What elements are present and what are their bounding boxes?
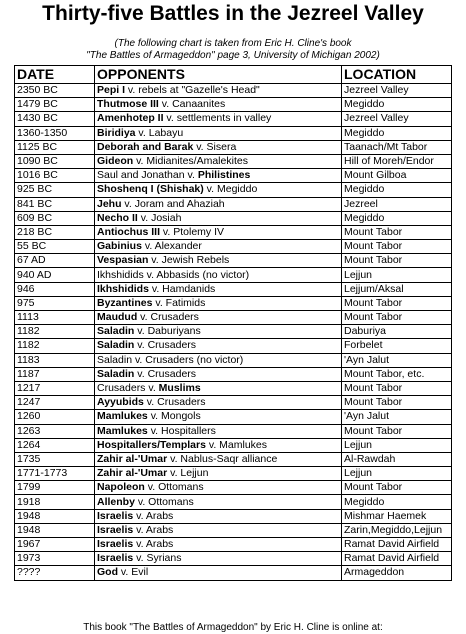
opponents-cell [95, 509, 342, 523]
side-a: Saladin [97, 367, 135, 380]
date-cell: 55 BC [15, 240, 95, 254]
table-row [15, 467, 452, 481]
date-cell: 1263 [15, 424, 95, 438]
versus-label: v. [132, 353, 146, 366]
table-row [15, 169, 452, 183]
versus-label: v. [143, 268, 157, 281]
versus-label: v. [148, 254, 162, 267]
opponents-cell [95, 396, 342, 410]
header-date: DATE [15, 66, 95, 84]
side-a: Israelis [97, 523, 134, 536]
side-b: Ottomans [158, 481, 204, 494]
location-cell: Mount Tabor [342, 254, 452, 268]
location-cell: 'Ayn Jalut [342, 353, 452, 367]
side-a: God [97, 566, 118, 579]
date-cell: 1090 BC [15, 154, 95, 168]
table-row [15, 268, 452, 282]
side-a: Deborah and Barak [97, 140, 194, 153]
table-row [15, 509, 452, 523]
table-row [15, 311, 452, 325]
side-a: Allenby [97, 495, 135, 508]
opponents-cell [95, 552, 342, 566]
date-cell: 1183 [15, 353, 95, 367]
date-cell: 1479 BC [15, 98, 95, 112]
opponents-cell [95, 112, 342, 126]
date-cell: 1771-1773 [15, 467, 95, 481]
date-cell: 1264 [15, 438, 95, 452]
location-cell: Megiddo [342, 211, 452, 225]
table-row [15, 438, 452, 452]
location-cell: 'Ayn Jalut [342, 410, 452, 424]
location-cell: Hill of Moreh/Endor [342, 154, 452, 168]
date-cell: 1430 BC [15, 112, 95, 126]
side-b: Muslims [158, 382, 201, 395]
table-row [15, 84, 452, 98]
side-b: Mamlukes [219, 438, 268, 451]
versus-label: v. [193, 140, 207, 153]
date-cell: 1735 [15, 452, 95, 466]
side-a: Crusaders [97, 382, 146, 395]
side-a: Gideon [97, 155, 134, 168]
versus-label: v. [118, 566, 132, 579]
side-a: Zahir al-'Umar [97, 467, 168, 480]
side-a: Napoleon [97, 481, 145, 494]
versus-label: v. [137, 211, 152, 224]
battles-table [14, 65, 452, 581]
location-cell: Mount Tabor [342, 240, 452, 254]
date-cell: 1247 [15, 396, 95, 410]
table-row [15, 296, 452, 310]
versus-label: v. [125, 84, 139, 97]
date-cell: 1187 [15, 367, 95, 381]
side-a: Antiochus III [97, 225, 160, 238]
opponents-cell [95, 495, 342, 509]
location-cell: Lejjun [342, 467, 452, 481]
side-b: Arabs [145, 509, 174, 522]
side-b: Abbasids (no victor) [156, 268, 250, 281]
side-a: Israelis [97, 552, 134, 565]
side-b: Ptolemy IV [173, 225, 225, 238]
side-a: Ikhshidids [97, 282, 149, 295]
opponents-cell [95, 481, 342, 495]
versus-label: v. [133, 523, 146, 536]
side-b: Syrians [146, 552, 182, 565]
side-b: Fatimids [165, 296, 206, 309]
side-a: Necho II [97, 211, 138, 224]
opponents-cell [95, 325, 342, 339]
location-cell: Taanach/Mt Tabor [342, 140, 452, 154]
opponents-cell [95, 154, 342, 168]
opponents-cell [95, 296, 342, 310]
side-a: Israelis [97, 538, 134, 551]
table-row [15, 282, 452, 296]
date-cell: 609 BC [15, 211, 95, 225]
side-a: Saul and Jonathan [97, 169, 185, 182]
location-cell: Mount Tabor [342, 381, 452, 395]
location-cell: Mount Tabor [342, 481, 452, 495]
location-cell: Lejjun [342, 268, 452, 282]
side-a: Maudud [97, 311, 138, 324]
opponents-cell [95, 98, 342, 112]
side-a: Pepi I [97, 84, 126, 97]
date-cell: 1182 [15, 339, 95, 353]
location-cell: Megiddo [342, 183, 452, 197]
location-cell: Armageddon [342, 566, 452, 580]
location-cell: Jezreel Valley [342, 84, 452, 98]
side-a: Mamlukes [97, 410, 148, 423]
versus-label: v. [203, 183, 217, 196]
date-cell: 925 BC [15, 183, 95, 197]
location-cell: Megiddo [342, 495, 452, 509]
side-b: rebels at "Gazelle's Head" [138, 84, 260, 97]
versus-label: v. [133, 509, 146, 522]
side-b: Arabs [145, 538, 174, 551]
side-b: Midianites/Amalekites [146, 155, 248, 168]
versus-label: v. [147, 410, 162, 423]
side-b: Arabs [145, 523, 174, 536]
table-row [15, 98, 452, 112]
side-b: Crusaders [147, 367, 197, 380]
date-cell: 1973 [15, 552, 95, 566]
side-a: Saladin [97, 339, 135, 352]
versus-label: v. [205, 438, 220, 451]
side-b: Canaanites [172, 98, 226, 111]
versus-label: v. [134, 325, 148, 338]
opponents-cell [95, 523, 342, 537]
location-cell: Lejjun [342, 438, 452, 452]
opponents-cell [95, 353, 342, 367]
opponents-cell [95, 381, 342, 395]
side-a: Saladin [97, 325, 135, 338]
opponents-cell [95, 197, 342, 211]
table-row [15, 339, 452, 353]
table-row [15, 225, 452, 239]
side-a: Hospitallers/Templars [97, 438, 206, 451]
versus-label: v. [141, 240, 155, 253]
side-b: Joram and Ahaziah [134, 197, 225, 210]
versus-label: v. [144, 481, 159, 494]
side-b: Alexander [154, 240, 202, 253]
date-cell: ???? [15, 566, 95, 580]
opponents-cell [95, 452, 342, 466]
subtitle-line-1: (The following chart is taken from Eric H. Cline's book [114, 38, 352, 49]
side-a: Ikhshidids [97, 268, 144, 281]
versus-label: v. [134, 367, 148, 380]
date-cell: 67 AD [15, 254, 95, 268]
location-cell: Mount Tabor [342, 396, 452, 410]
opponents-cell [95, 183, 342, 197]
footer-note: This book "The Battles of Armageddon" by Eric H. Cline is online at: [83, 622, 383, 633]
table-row [15, 566, 452, 580]
opponents-cell [95, 240, 342, 254]
date-cell: 946 [15, 282, 95, 296]
side-b: Crusaders (no victor) [145, 353, 244, 366]
opponents-cell [95, 282, 342, 296]
side-b: Philistines [197, 169, 251, 182]
date-cell: 1260 [15, 410, 95, 424]
location-cell: Mount Tabor [342, 296, 452, 310]
table-row [15, 197, 452, 211]
opponents-cell [95, 566, 342, 580]
table-row [15, 452, 452, 466]
side-b: Evil [131, 566, 149, 579]
versus-label: v. [163, 112, 177, 125]
table-row [15, 240, 452, 254]
opponents-cell [95, 84, 342, 98]
subtitle-line-2: "The Battles of Armageddon" page 3, University of Michigan 2002) [86, 50, 380, 61]
location-cell: Mount Gilboa [342, 169, 452, 183]
date-cell: 1125 BC [15, 140, 95, 154]
table-row [15, 538, 452, 552]
location-cell: Jezreel [342, 197, 452, 211]
location-cell: Mount Tabor [342, 225, 452, 239]
date-cell: 1113 [15, 311, 95, 325]
side-b: Nablus-Saqr alliance [180, 452, 278, 465]
location-cell: Mount Tabor [342, 424, 452, 438]
table-row [15, 396, 452, 410]
date-cell: 1967 [15, 538, 95, 552]
opponents-cell [95, 311, 342, 325]
versus-label: v. [137, 311, 151, 324]
side-a: Byzantines [97, 296, 153, 309]
table-row [15, 367, 452, 381]
table-row [15, 410, 452, 424]
location-cell: Megiddo [342, 126, 452, 140]
versus-label: v. [133, 552, 147, 565]
table-row [15, 424, 452, 438]
side-a: Biridiya [97, 126, 136, 139]
side-a: Amenhotep II [97, 112, 164, 125]
opponents-cell [95, 467, 342, 481]
opponents-cell [95, 424, 342, 438]
location-cell: Mishmar Haemek [342, 509, 452, 523]
date-cell: 975 [15, 296, 95, 310]
side-a: Gabinius [97, 240, 142, 253]
table-row [15, 495, 452, 509]
date-cell: 1948 [15, 509, 95, 523]
date-cell: 218 BC [15, 225, 95, 239]
opponents-cell [95, 410, 342, 424]
side-b: settlements in valley [176, 112, 272, 125]
side-b: Crusaders [147, 339, 197, 352]
side-b: Jewish Rebels [161, 254, 230, 267]
versus-label: v. [121, 197, 135, 210]
side-a: Israelis [97, 509, 134, 522]
versus-label: v. [147, 424, 162, 437]
table-row [15, 552, 452, 566]
side-a: Jehu [97, 197, 122, 210]
location-cell: Lejjum/Aksal [342, 282, 452, 296]
table-row [15, 183, 452, 197]
header-location: LOCATION [342, 66, 452, 84]
date-cell: 1016 BC [15, 169, 95, 183]
table-row [15, 353, 452, 367]
versus-label: v. [135, 126, 149, 139]
location-cell: Zarin,Megiddo,Lejjun [342, 523, 452, 537]
opponents-cell [95, 169, 342, 183]
side-a: Shoshenq I (Shishak) [97, 183, 204, 196]
versus-label: v. [134, 495, 149, 508]
location-cell: Mount Tabor, etc. [342, 367, 452, 381]
side-a: Mamlukes [97, 424, 148, 437]
location-cell: Ramat David Airfield [342, 538, 452, 552]
location-cell: Mount Tabor [342, 311, 452, 325]
side-b: Hamdanids [162, 282, 216, 295]
date-cell: 2350 BC [15, 84, 95, 98]
side-b: Ottomans [148, 495, 194, 508]
date-cell: 841 BC [15, 197, 95, 211]
table-row [15, 523, 452, 537]
opponents-cell [95, 211, 342, 225]
versus-label: v. [133, 155, 147, 168]
table-row [15, 126, 452, 140]
opponents-cell [95, 438, 342, 452]
header-opponents: OPPONENTS [95, 66, 342, 84]
date-cell: 1799 [15, 481, 95, 495]
opponents-cell [95, 268, 342, 282]
table-row [15, 112, 452, 126]
opponents-cell [95, 140, 342, 154]
side-b: Labayu [148, 126, 184, 139]
page-title: Thirty-five Battles in the Jezreel Valley [42, 2, 424, 25]
side-b: Crusaders [157, 396, 206, 409]
versus-label: v. [184, 169, 198, 182]
side-b: Sisera [206, 140, 237, 153]
table-header-row [15, 66, 452, 84]
opponents-cell [95, 126, 342, 140]
side-b: Megiddo [217, 183, 258, 196]
side-a: Ayyubids [97, 396, 144, 409]
opponents-cell [95, 254, 342, 268]
side-b: Lejjun [180, 467, 209, 480]
date-cell: 1918 [15, 495, 95, 509]
versus-label: v. [134, 339, 148, 352]
location-cell: Forbelet [342, 339, 452, 353]
date-cell: 940 AD [15, 268, 95, 282]
location-cell: Megiddo [342, 98, 452, 112]
versus-label: v. [143, 396, 158, 409]
location-cell: Ramat David Airfield [342, 552, 452, 566]
side-b: Mongols [161, 410, 201, 423]
versus-label: v. [167, 467, 181, 480]
side-b: Crusaders [150, 311, 199, 324]
table-row [15, 325, 452, 339]
opponents-cell [95, 367, 342, 381]
opponents-cell [95, 225, 342, 239]
versus-label: v. [167, 452, 181, 465]
location-cell: Al-Rawdah [342, 452, 452, 466]
side-a: Saladin [97, 353, 133, 366]
date-cell: 1948 [15, 523, 95, 537]
opponents-cell [95, 339, 342, 353]
table-row [15, 211, 452, 225]
versus-label: v. [152, 296, 166, 309]
side-a: Vespasian [97, 254, 149, 267]
date-cell: 1182 [15, 325, 95, 339]
date-cell: 1217 [15, 381, 95, 395]
location-cell: Daburiya [342, 325, 452, 339]
date-cell: 1360-1350 [15, 126, 95, 140]
versus-label: v. [148, 282, 163, 295]
opponents-cell [95, 538, 342, 552]
side-b: Daburiyans [147, 325, 201, 338]
side-a: Zahir al-'Umar [97, 452, 168, 465]
table-row [15, 481, 452, 495]
location-cell: Jezreel Valley [342, 112, 452, 126]
table-row [15, 381, 452, 395]
table-row [15, 154, 452, 168]
versus-label: v. [158, 98, 173, 111]
side-a: Thutmose III [97, 98, 159, 111]
side-b: Hospitallers [161, 424, 216, 437]
versus-label: v. [160, 225, 174, 238]
versus-label: v. [145, 382, 159, 395]
side-b: Josiah [151, 211, 182, 224]
versus-label: v. [133, 538, 146, 551]
table-row [15, 254, 452, 268]
table-row [15, 140, 452, 154]
